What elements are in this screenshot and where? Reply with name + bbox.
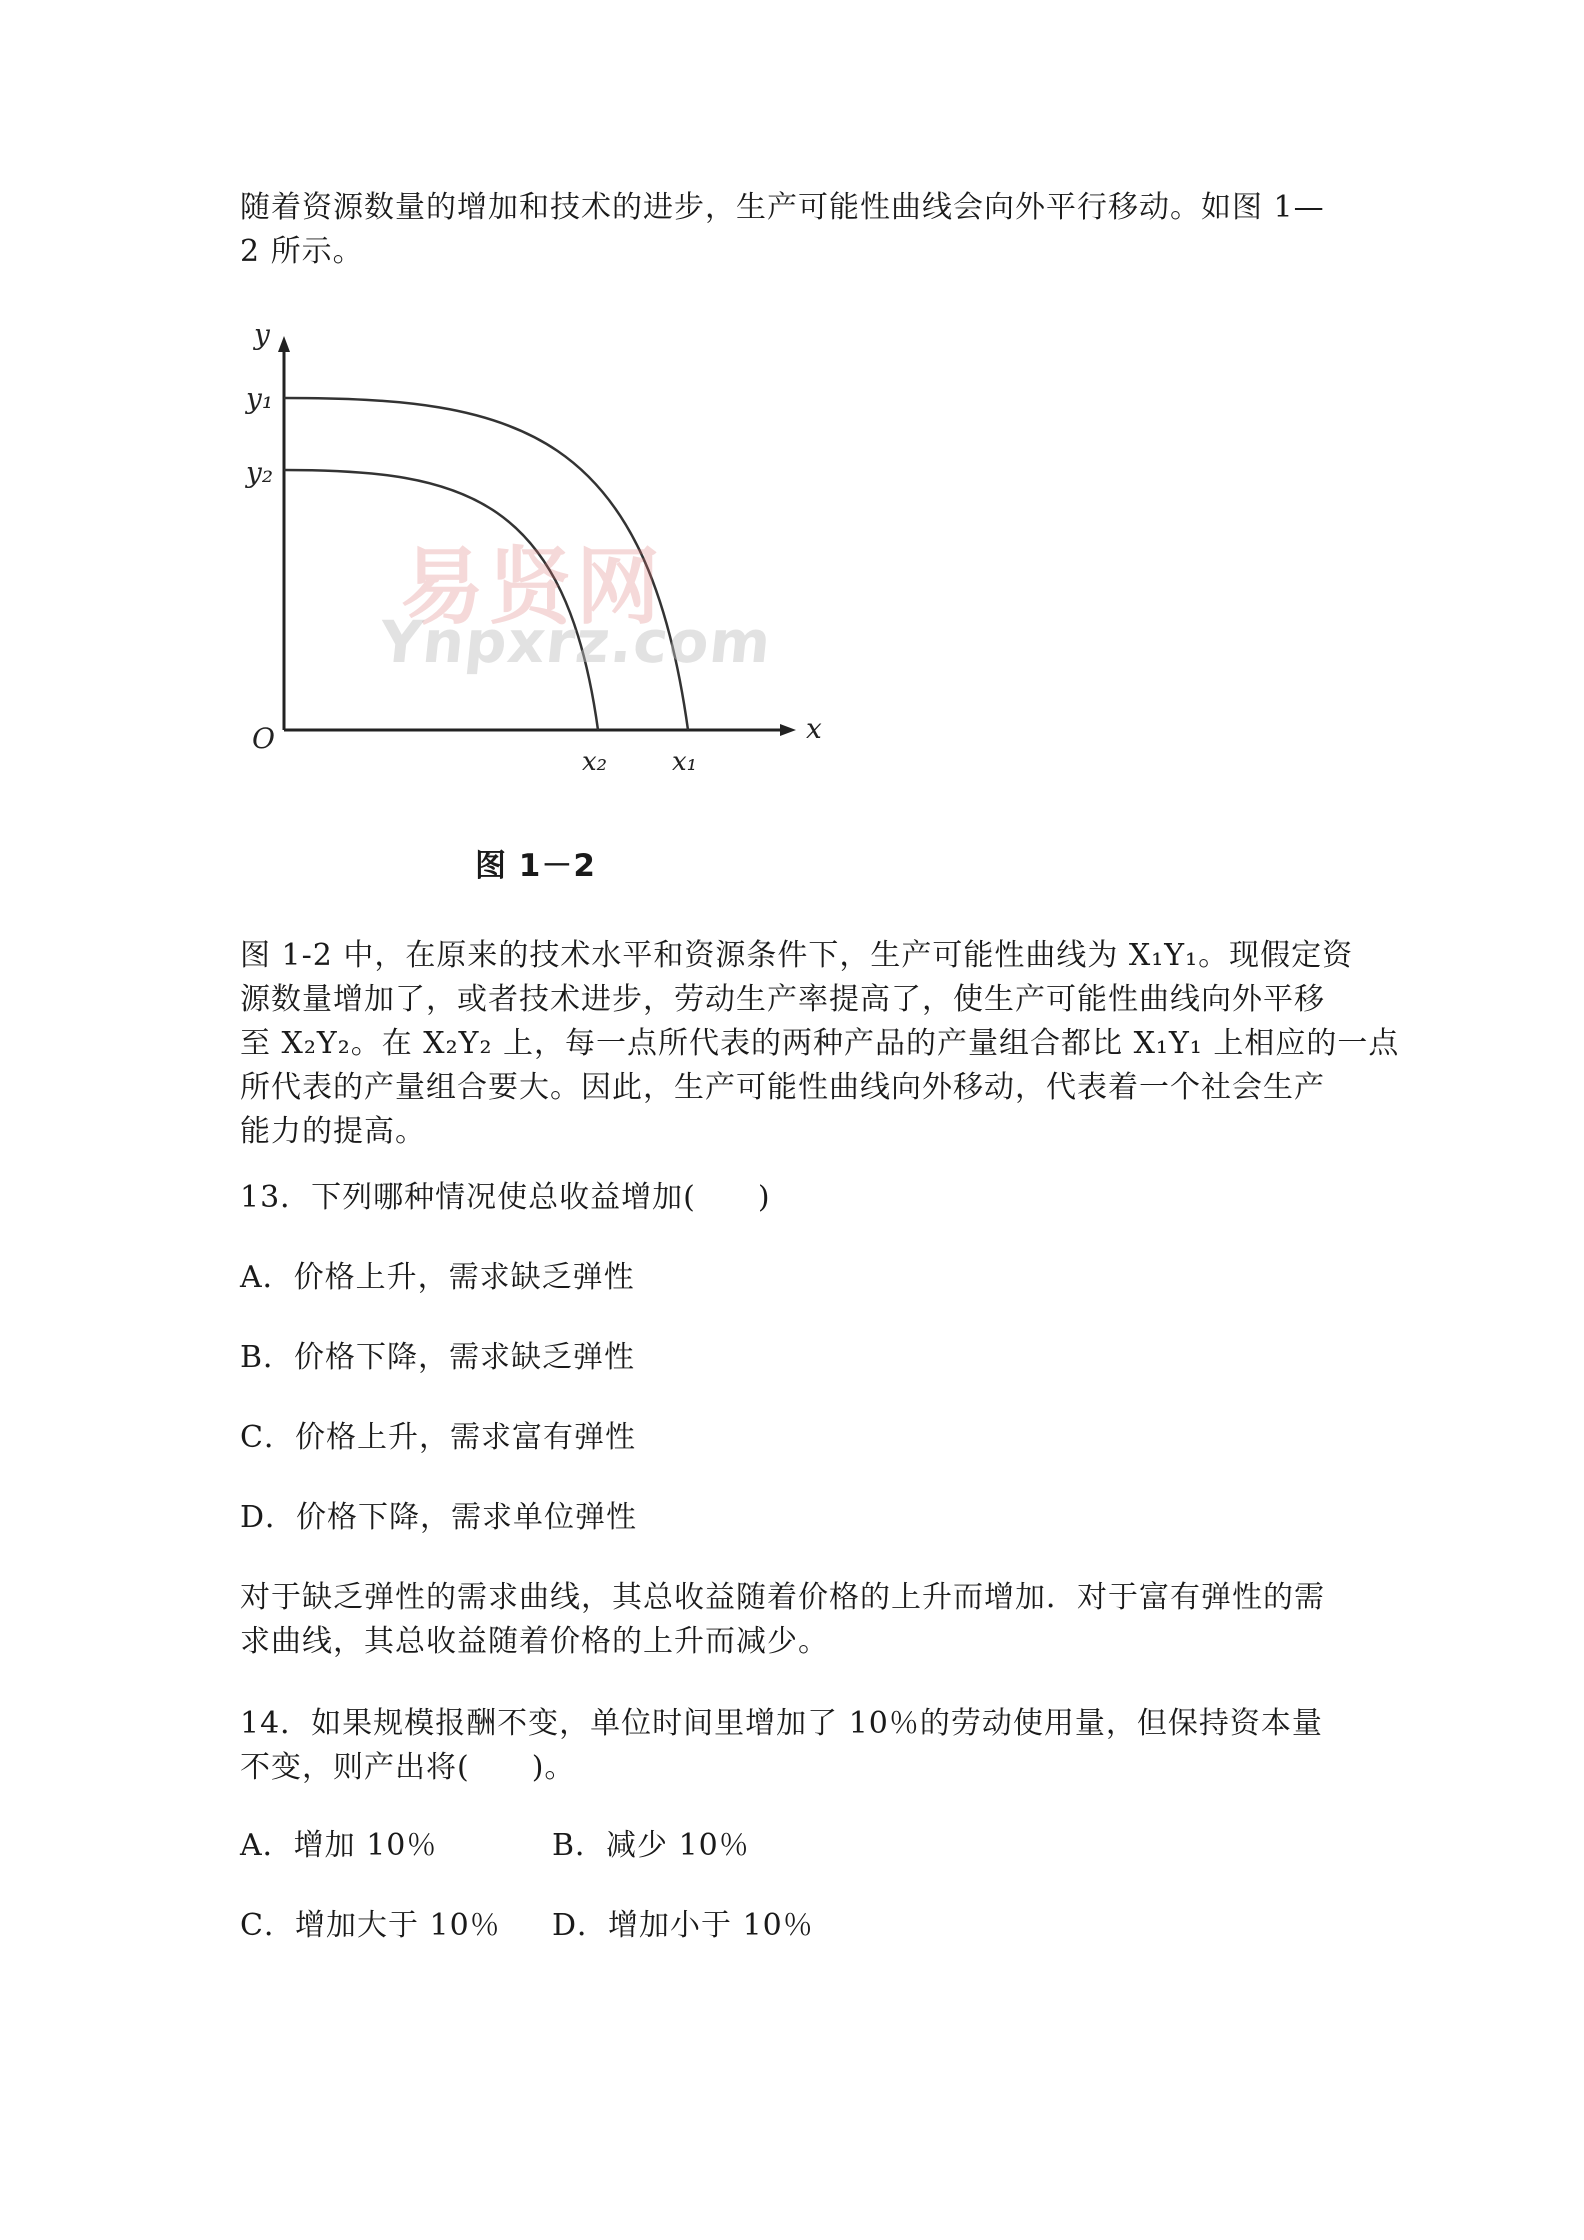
q14-option-a: A．增加 10％ xyxy=(240,1828,438,1863)
q14-option-b: B．减少 10％ xyxy=(552,1828,750,1863)
answer-line: 对于缺乏弹性的需求曲线，其总收益随着价格的上升而增加．对于富有弹性的需 xyxy=(240,1580,1325,1615)
explanation-line: 能力的提高。 xyxy=(240,1114,426,1149)
x-axis-label: x xyxy=(806,712,822,745)
q14-option-c: C．增加大于 10％ xyxy=(240,1908,501,1943)
q14-option-d: D．增加小于 10％ xyxy=(552,1908,814,1943)
watermark-logo-en: Ynpxrz.com xyxy=(376,608,775,676)
explanation-line: 至 X₂Y₂。在 X₂Y₂ 上，每一点所代表的两种产品的产量组合都比 X₁Y₁ 上相应的一点 xyxy=(240,1026,1400,1061)
x-axis-arrow xyxy=(780,724,796,736)
q13-option-d: D．价格下降，需求单位弹性 xyxy=(240,1500,638,1535)
q13-option-c: C．价格上升，需求富有弹性 xyxy=(240,1420,636,1455)
explanation-line: 所代表的产量组合要大。因此，生产可能性曲线向外移动，代表着一个社会生产 xyxy=(240,1070,1325,1105)
q13-answer-paragraph xyxy=(240,1576,1352,1664)
question-line: 14．如果规模报酬不变，单位时间里增加了 10％的劳动使用量，但保持资本量 xyxy=(240,1706,1323,1741)
intro-paragraph xyxy=(240,186,1352,274)
figure-caption: 图 1－2 xyxy=(475,848,596,884)
explanation-line: 图 1-2 中，在原来的技术水平和资源条件下，生产可能性曲线为 X₁Y₁。现假定资 xyxy=(240,938,1354,973)
watermark-logo-cn: 易贤网 xyxy=(400,538,665,636)
question-13: 13．下列哪种情况使总收益增加( ) xyxy=(240,1180,771,1215)
y2-label: y₂ xyxy=(246,456,274,489)
x2-label: x₂ xyxy=(582,747,608,777)
y1-label: y₁ xyxy=(246,382,274,415)
x1-label: x₁ xyxy=(672,747,698,777)
explanation-line: 源数量增加了，或者技术进步，劳动生产率提高了，使生产可能性曲线向外平移 xyxy=(240,982,1325,1017)
intro-line: 2 所示。 xyxy=(240,234,364,269)
explanation-paragraph xyxy=(240,934,1400,1154)
intro-line: 随着资源数量的增加和技术的进步，生产可能性曲线会向外平行移动。如图 1— xyxy=(240,190,1325,225)
question-line: 不变，则产出将( )。 xyxy=(240,1750,576,1785)
q13-option-b: B．价格下降，需求缺乏弹性 xyxy=(240,1340,636,1375)
answer-line: 求曲线，其总收益随着价格的上升而减少。 xyxy=(240,1624,829,1659)
y-axis-label: y xyxy=(254,318,270,351)
question-14 xyxy=(240,1702,1352,1790)
origin-label: O xyxy=(252,722,275,755)
y-axis-arrow xyxy=(278,336,290,352)
q13-option-a: A．价格上升，需求缺乏弹性 xyxy=(240,1260,635,1295)
